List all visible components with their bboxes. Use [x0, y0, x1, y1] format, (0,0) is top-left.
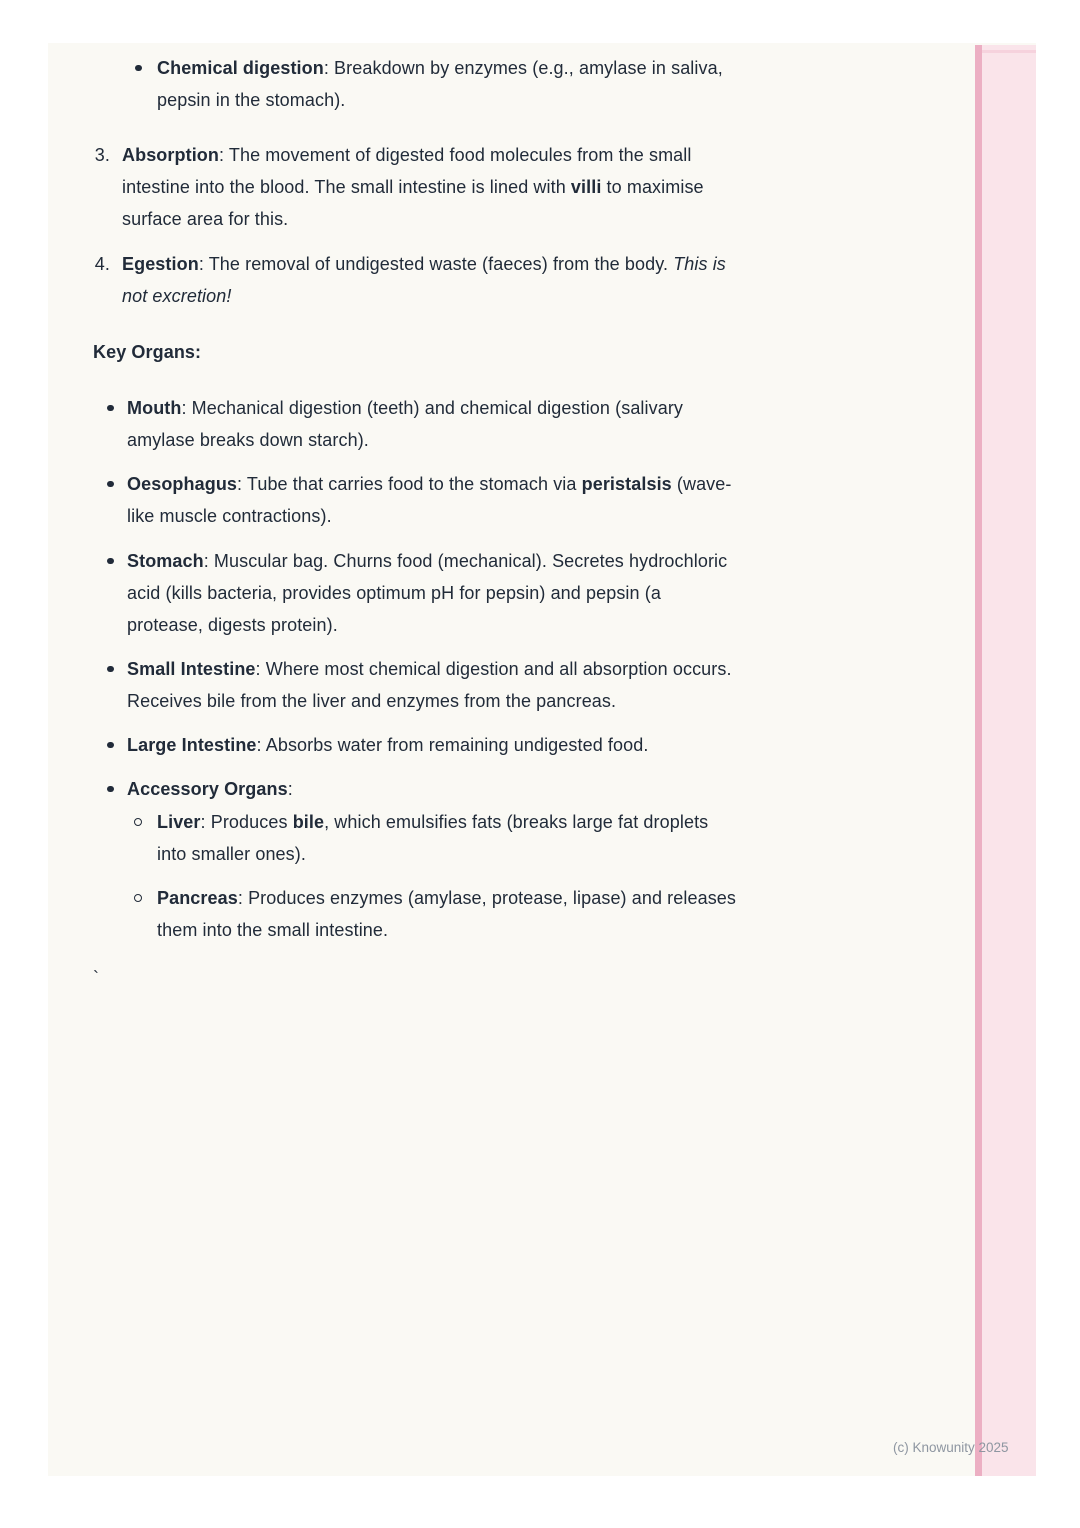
numbered-item-absorption — [93, 139, 841, 235]
numbered-item-egestion — [93, 248, 841, 312]
text-run: intestine into the blood. The small intestine is lined with — [122, 177, 571, 197]
sub-list-item-liver — [93, 806, 841, 870]
text-line — [127, 773, 293, 805]
list-item-body — [127, 545, 727, 641]
text-line — [157, 882, 736, 914]
term-bold: peristalsis — [581, 474, 672, 494]
text-run: : Produces — [200, 812, 293, 832]
text-run: : The movement of digested food molecules from the small — [219, 145, 692, 165]
text-run: pepsin in the stomach). — [157, 90, 346, 110]
term-bold: bile — [292, 812, 325, 832]
copyright-watermark: (c) Knowunity 2025 — [893, 1440, 1009, 1455]
text-line — [127, 685, 732, 717]
text-line — [127, 577, 727, 609]
text-line — [157, 806, 708, 838]
text-run: surface area for this. — [122, 209, 289, 229]
text-line — [127, 729, 648, 761]
text-line — [157, 84, 723, 116]
list-item-body — [127, 392, 683, 456]
page-edge-pink-stripe — [975, 45, 1036, 1476]
text-line — [127, 545, 727, 577]
sub-list-item-pancreas — [93, 882, 841, 946]
list-item-oesophagus — [93, 468, 841, 532]
list-item-mouth — [93, 392, 841, 456]
text-run: Receives bile from the liver and enzymes from the pancreas. — [127, 691, 617, 711]
term-bold: Accessory Organs — [127, 779, 288, 799]
text-run: acid (kills bacteria, provides optimum pH for pepsin) and pepsin (a — [127, 583, 661, 603]
term-bold: Chemical digestion — [157, 58, 324, 78]
text-run: protease, digests protein). — [127, 615, 338, 635]
text-run: : The removal of undigested waste (faeces) from the body. — [198, 254, 674, 274]
list-item-body — [157, 882, 736, 946]
text-run: : Breakdown by enzymes (e.g., amylase in saliva, — [323, 58, 723, 78]
term-bold: Stomach — [127, 551, 204, 571]
text-run: amylase breaks down starch). — [127, 430, 369, 450]
text-line — [157, 914, 736, 946]
list-item-small-intestine — [93, 653, 841, 717]
text-line — [122, 171, 704, 203]
text-line — [127, 653, 732, 685]
text-line — [127, 424, 683, 456]
text-line — [157, 838, 708, 870]
term-bold: Large Intestine — [127, 735, 257, 755]
text-run: into smaller ones). — [157, 844, 306, 864]
text-run: : Produces enzymes (amylase, protease, lipase) and releases — [237, 888, 737, 908]
text-line — [127, 500, 732, 532]
text-line — [122, 139, 704, 171]
list-item-body — [157, 52, 723, 116]
text-run: : Absorbs water from remaining undigested food. — [256, 735, 649, 755]
term-bold: Absorption — [122, 145, 219, 165]
document-content — [93, 52, 841, 994]
text-run: : Tube that carries food to the stomach via — [237, 474, 582, 494]
text-run: them into the small intestine. — [157, 920, 389, 940]
italic-run: This is — [673, 254, 726, 274]
text-line — [122, 248, 726, 280]
text-run: (wave- — [671, 474, 732, 494]
text-line — [127, 609, 727, 641]
text-run: : Muscular bag. Churns food (mechanical). Secretes hydrochloric — [203, 551, 728, 571]
term-bold: Pancreas — [157, 888, 238, 908]
text-run: : — [287, 779, 293, 799]
section-heading-key-organs: Key Organs: — [93, 342, 202, 362]
text-run: : Mechanical digestion (teeth) and chemical digestion (salivary — [181, 398, 684, 418]
text-line — [122, 203, 704, 235]
italic-run: not excretion! — [122, 286, 232, 306]
term-bold: Egestion — [122, 254, 199, 274]
text-line — [122, 280, 726, 312]
text-line — [127, 468, 732, 500]
stray-backtick-character: ` — [93, 968, 100, 988]
term-bold: Mouth — [127, 398, 182, 418]
list-item-stomach — [93, 545, 841, 641]
text-line — [127, 392, 683, 424]
list-item-body — [122, 248, 726, 312]
text-run: : Where most chemical digestion and all absorption occurs. — [255, 659, 732, 679]
list-number: 4. — [94, 254, 110, 274]
list-item-chemical-digestion — [93, 52, 841, 116]
text-run: to maximise — [601, 177, 704, 197]
list-item-body — [157, 806, 708, 870]
term-bold: villi — [570, 177, 602, 197]
list-item-body — [127, 468, 732, 532]
term-bold: Oesophagus — [127, 474, 238, 494]
list-item-body — [122, 139, 704, 235]
term-bold: Liver — [157, 812, 201, 832]
list-item-body — [127, 653, 732, 717]
text-run: , which emulsifies fats (breaks large fat droplets — [324, 812, 709, 832]
list-item-accessory-organs — [93, 773, 841, 805]
list-item-body — [127, 773, 293, 805]
list-number: 3. — [94, 145, 110, 165]
list-item-large-intestine — [93, 729, 841, 761]
text-line — [157, 52, 723, 84]
text-run: like muscle contractions). — [127, 506, 332, 526]
term-bold: Small Intestine — [127, 659, 256, 679]
list-item-body — [127, 729, 648, 761]
stripe-top-edge — [982, 50, 1036, 53]
